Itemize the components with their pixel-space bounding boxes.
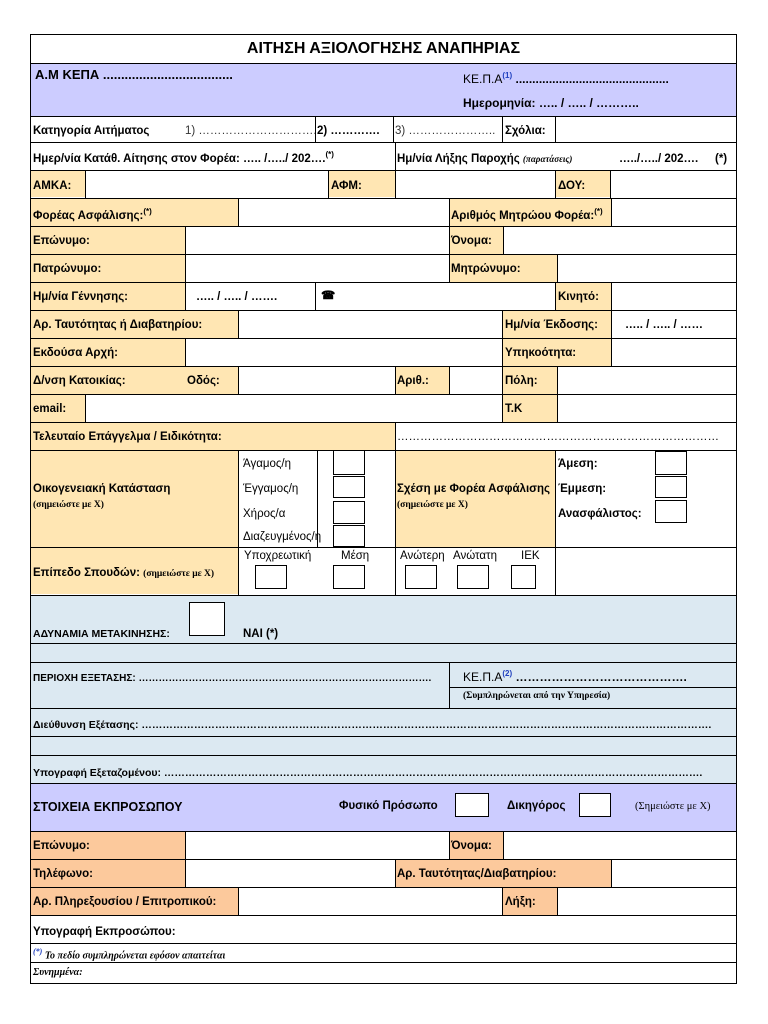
education-level-iek: ΙΕΚ <box>521 550 540 562</box>
education-level-university: Ανώτατη <box>453 550 497 562</box>
surname-label: Επώνυμο: <box>31 227 185 254</box>
insurance-registry-sup: (*) <box>594 207 603 216</box>
education-compulsory-checkbox[interactable] <box>255 565 287 589</box>
rep-name-label: Όνομα: <box>450 832 503 859</box>
family-married-checkbox[interactable] <box>333 476 365 498</box>
education-iek-checkbox[interactable] <box>511 565 536 589</box>
afm-label: ΑΦΜ: <box>329 171 395 197</box>
amka-label: ΑΜΚΑ: <box>31 171 85 197</box>
category-option-2[interactable]: 2) …………. <box>317 125 380 137</box>
city-label: Πόλη: <box>503 367 557 394</box>
exam-area-field[interactable]: ΠΕΡΙΟΧΗ ΕΞΕΤΑΣΗΣ: ……………………………………………………………………………. <box>33 673 432 684</box>
issuing-authority-label: Εκδούσα Αρχή: <box>31 339 185 366</box>
id-card-label: Αρ. Ταυτότητας ή Διαβατηρίου: <box>31 311 238 338</box>
insurance-fund-sup: (*) <box>143 207 152 216</box>
kepa-superscript: (1) <box>502 71 513 80</box>
kepa-text: ΚΕ.Π.Α <box>463 72 503 86</box>
family-option-married: Έγγαμος/η <box>243 483 299 495</box>
birth-date-label: Ημ/νία Γέννησης: <box>31 283 185 310</box>
kepa-label <box>463 71 669 87</box>
date-field[interactable]: Ημερομηνία: ….. / ….. / ……….. <box>463 96 639 110</box>
benefit-expiry-label <box>397 153 572 166</box>
exam-kepa-text: ΚΕ.Π.Α <box>463 670 503 684</box>
email-label: email: <box>31 395 85 422</box>
street-label: Οδός: <box>187 375 220 387</box>
submission-date-text: Ημερ/νία Κατάθ. Αίτησης στον Φορέα: ….. /…../ 202…. <box>33 152 326 165</box>
family-widowed-checkbox[interactable] <box>333 501 365 524</box>
family-divorced-checkbox[interactable] <box>333 525 365 547</box>
education-level-compulsory: Υποχρεωτική <box>244 550 312 562</box>
exam-kepa-dots: ……………………………………. <box>515 670 687 684</box>
address-text: Δ/νση Κατοικίας: <box>33 375 126 387</box>
benefit-expiry-note: (παρατάσεις) <box>522 154 573 164</box>
relation-option-indirect: Έμμεση: <box>558 483 607 495</box>
lawyer-checkbox[interactable] <box>579 793 611 817</box>
issue-date-label: Ημ/νία Έκδοσης: <box>503 311 611 338</box>
education-text: Επίπεδο Σπουδών: <box>33 567 140 579</box>
mobility-label: ΑΔΥΝΑΜΙΑ ΜΕΤΑΚΙΝΗΣΗΣ: <box>33 628 170 640</box>
insurance-relation-label: Σχέση με Φορέα Ασφάλισης <box>397 483 551 495</box>
doy-label: ΔΟΥ: <box>556 171 610 197</box>
education-higher-checkbox[interactable] <box>405 565 437 589</box>
form-title: ΑΙΤΗΣΗ ΑΞΙΟΛΟΓΗΣΗΣ ΑΝΑΠΗΡΙΑΣ <box>246 40 521 57</box>
insurance-registry-label <box>450 199 611 226</box>
natural-person-label: Φυσικό Πρόσωπο <box>339 800 438 812</box>
exam-spacer <box>31 737 736 755</box>
mobile-label: Κινητό: <box>556 283 611 310</box>
benefit-expiry-value[interactable]: …../…../ 202…. <box>619 153 699 165</box>
family-option-single: Άγαμος/η <box>243 458 292 470</box>
mobility-spacer <box>31 644 736 662</box>
footer-note-mark: (*) <box>33 947 43 956</box>
benefit-expiry-mark: (*) <box>715 153 728 165</box>
family-status-note: (σημειώστε με Χ) <box>33 500 104 510</box>
insurance-fund-text: Φορέας Ασφάλισης: <box>33 209 144 222</box>
family-option-widowed: Χήρος/α <box>243 508 286 520</box>
birth-date-value[interactable]: ….. / ….. / ……. <box>196 291 278 303</box>
phone-icon: ☎ <box>321 290 336 302</box>
exam-kepa-field[interactable] <box>463 669 687 685</box>
submission-date-field[interactable] <box>33 150 334 166</box>
citizenship-label: Υπηκοότητα: <box>503 339 611 366</box>
relation-uninsured-checkbox[interactable] <box>655 500 687 523</box>
relation-option-direct: Άμεση: <box>558 458 598 470</box>
representative-note: (Σημειώστε με Χ) <box>635 801 711 812</box>
category-option-1[interactable]: 1) …………………………. <box>185 125 317 137</box>
lawyer-label: Δικηγόρος <box>507 800 566 812</box>
education-university-checkbox[interactable] <box>457 565 489 589</box>
number-label: Αριθ.: <box>396 367 449 394</box>
issue-date-value[interactable]: ….. / ….. / …… <box>625 319 703 331</box>
mother-name-label: Μητρώνυμο: <box>450 255 557 282</box>
exam-address-field[interactable]: Διεύθυνση Εξέτασης: ………………………………………………………………………………………………………………………………………………. <box>33 719 712 731</box>
representative-title: ΣΤΟΙΧΕΙΑ ΕΚΠΡΟΣΩΠΟΥ <box>33 800 183 814</box>
am-kepa-label: Α.Μ ΚΕΠΑ .................................... <box>35 67 233 82</box>
education-level-secondary: Μέση <box>341 550 370 562</box>
insurance-relation-cell <box>396 451 555 547</box>
postal-code-label: Τ.Κ <box>503 395 557 422</box>
exam-service-note: (Συμπληρώνεται από την Υπηρεσία) <box>463 691 611 701</box>
education-level-higher: Ανώτερη <box>400 550 445 562</box>
comments-label: Σχόλια: <box>505 125 546 137</box>
rep-signature-label: Υπογραφή Εκπροσώπου: <box>33 926 176 938</box>
rep-surname-label: Επώνυμο: <box>31 832 185 859</box>
occupation-label: Τελευταίο Επάγγελμα / Ειδικότητα: <box>31 423 395 450</box>
occupation-dots[interactable]: ………………………………………………………………………… <box>397 431 719 443</box>
kepa-dots: .............................................. <box>515 72 669 86</box>
address-label <box>31 367 238 394</box>
benefit-expiry-text: Ημ/νία Λήξης Παροχής <box>397 153 520 165</box>
footer-note-text: Το πεδίο συμπληρώνεται εφόσον απαιτείται <box>44 950 226 962</box>
mobility-checkbox[interactable] <box>189 602 225 636</box>
family-option-divorced: Διαζευγμένος/η <box>243 531 322 543</box>
father-name-label: Πατρώνυμο: <box>31 255 185 282</box>
request-category-label: Κατηγορία Αιτήματος <box>33 125 150 137</box>
insurance-registry-text: Αριθμός Μητρώου Φορέα: <box>451 209 595 222</box>
exam-kepa-sup: (2) <box>502 669 513 678</box>
family-single-checkbox[interactable] <box>333 450 365 475</box>
examinee-signature-field[interactable]: Υπογραφή Εξεταζομένου: ………………………………………………………………………………………………………………………………………. <box>33 767 703 779</box>
education-note: (σημειώστε με Χ) <box>143 569 215 579</box>
rep-authorization-label: Αρ. Πληρεξουσίου / Επιτροπικού: <box>31 888 238 915</box>
disability-assessment-form <box>30 34 737 984</box>
family-status-cell <box>31 451 238 547</box>
rep-id-label: Αρ. Ταυτότητας/Διαβατηρίου: <box>396 860 611 887</box>
relation-direct-checkbox[interactable] <box>655 451 687 475</box>
submission-date-sup: (*) <box>325 150 334 159</box>
insurance-fund-label <box>31 199 238 226</box>
relation-indirect-checkbox[interactable] <box>655 476 687 498</box>
family-status-label: Οικογενειακή Κατάσταση <box>33 483 171 495</box>
mobility-yes-label: ΝΑΙ (*) <box>243 628 279 640</box>
natural-person-checkbox[interactable] <box>455 793 489 817</box>
relation-option-uninsured: Ανασφάλιστος: <box>558 508 642 520</box>
name-label: Όνομα: <box>450 227 503 254</box>
rep-phone-label: Τηλέφωνο: <box>31 860 185 887</box>
rep-expiry-label: Λήξη: <box>503 888 557 915</box>
education-label <box>33 567 214 580</box>
category-option-3[interactable]: 3) ………………….. <box>395 125 496 137</box>
education-secondary-checkbox[interactable] <box>333 565 365 589</box>
attachments-label: Συνημμένα: <box>33 967 83 978</box>
footer-note <box>33 947 225 962</box>
insurance-relation-note: (σημειώστε με Χ) <box>397 500 468 510</box>
